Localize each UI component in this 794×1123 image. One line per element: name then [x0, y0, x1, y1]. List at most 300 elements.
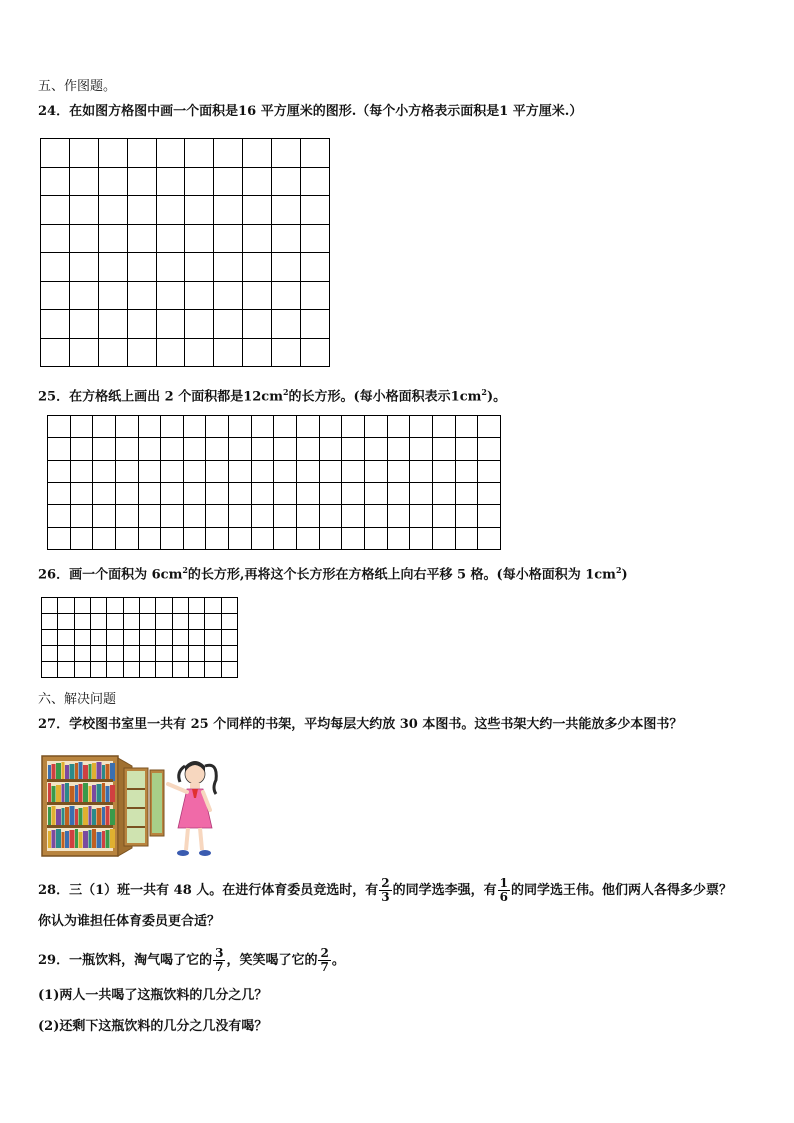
grid-cell[interactable] — [188, 662, 204, 678]
grid-cell[interactable] — [342, 460, 365, 482]
grid-cell[interactable] — [138, 416, 161, 438]
grid-cell[interactable] — [156, 338, 185, 367]
q29-text-pre: 29．一瓶饮料，淘气喝了它的 — [38, 953, 213, 968]
grid-cell[interactable] — [206, 438, 229, 460]
grid-cell[interactable] — [156, 281, 185, 310]
grid-cell[interactable] — [156, 310, 185, 339]
grid-cell[interactable] — [229, 527, 252, 549]
grid-cell[interactable] — [243, 310, 272, 339]
grid-cell[interactable] — [301, 253, 330, 282]
book — [92, 809, 96, 825]
grid-cell[interactable] — [206, 505, 229, 527]
book — [56, 763, 61, 781]
grid-cell[interactable] — [387, 416, 410, 438]
question-24-text: 24．在如图方格图中画一个面积是16 平方厘米的图形.（每个小方格表示面积是1 平方厘米.） — [38, 104, 583, 119]
grid-cell[interactable] — [123, 646, 139, 662]
grid-cell[interactable] — [297, 527, 320, 549]
grid-cell[interactable] — [432, 416, 455, 438]
book — [62, 784, 65, 802]
grid-cell[interactable] — [90, 614, 106, 630]
q29-frac2-num: 2 — [320, 946, 329, 960]
grid-cell[interactable] — [229, 482, 252, 504]
grid-cell[interactable] — [70, 438, 93, 460]
grid-cell[interactable] — [410, 505, 433, 527]
question-25-grid[interactable] — [47, 415, 501, 550]
grid-cell[interactable] — [319, 460, 342, 482]
grid-cell[interactable] — [221, 614, 237, 630]
grid-cell[interactable] — [69, 196, 98, 225]
grid-cell[interactable] — [214, 310, 243, 339]
grid-cell[interactable] — [107, 614, 123, 630]
grid-cell[interactable] — [206, 482, 229, 504]
grid-cell[interactable] — [156, 253, 185, 282]
grid-cell[interactable] — [274, 460, 297, 482]
grid-cell[interactable] — [478, 438, 501, 460]
grid-cell[interactable] — [205, 598, 221, 614]
grid-cell[interactable] — [272, 281, 301, 310]
grid-cell[interactable] — [188, 630, 204, 646]
grid-cell[interactable] — [74, 614, 90, 630]
grid-cell[interactable] — [272, 310, 301, 339]
grid-cell[interactable] — [272, 167, 301, 196]
book — [75, 829, 78, 848]
grid-cell[interactable] — [301, 196, 330, 225]
grid-cell[interactable] — [364, 527, 387, 549]
grid-cell[interactable] — [297, 416, 320, 438]
grid-cell[interactable] — [48, 460, 71, 482]
grid-cell[interactable] — [183, 460, 206, 482]
grid-cell[interactable] — [93, 416, 116, 438]
grid-cell[interactable] — [90, 598, 106, 614]
grid-cell[interactable] — [127, 281, 156, 310]
grid-cell[interactable] — [161, 505, 184, 527]
grid-cell[interactable] — [41, 338, 70, 367]
grid-cell[interactable] — [364, 416, 387, 438]
grid-cell[interactable] — [297, 460, 320, 482]
grid-cell[interactable] — [214, 253, 243, 282]
grid-cell[interactable] — [251, 482, 274, 504]
grid-cell[interactable] — [156, 167, 185, 196]
grid-cell[interactable] — [156, 224, 185, 253]
q25-sup-2: 2 — [481, 387, 487, 397]
book — [48, 765, 51, 781]
grid-cell[interactable] — [139, 614, 155, 630]
q25-text-pre: 25．在方格纸上画出 2 个面积都是12cm — [38, 389, 283, 405]
grid-cell[interactable] — [93, 505, 116, 527]
grid-cell[interactable] — [156, 630, 172, 646]
grid-cell[interactable] — [455, 438, 478, 460]
grid-cell[interactable] — [115, 505, 138, 527]
grid-cell[interactable] — [115, 416, 138, 438]
grid-cell[interactable] — [478, 416, 501, 438]
grid-cell[interactable] — [214, 281, 243, 310]
grid-cell[interactable] — [364, 505, 387, 527]
grid-cell[interactable] — [183, 482, 206, 504]
grid-cell[interactable] — [156, 598, 172, 614]
grid-cell[interactable] — [127, 196, 156, 225]
grid-cell[interactable] — [127, 338, 156, 367]
grid-cell[interactable] — [455, 527, 478, 549]
q29-text-mid: ，笑笑喝了它的 — [226, 953, 318, 968]
grid-cell[interactable] — [297, 482, 320, 504]
grid-cell[interactable] — [69, 139, 98, 168]
grid-cell[interactable] — [301, 281, 330, 310]
grid-cell[interactable] — [48, 505, 71, 527]
grid-cell[interactable] — [139, 646, 155, 662]
grid-cell[interactable] — [161, 460, 184, 482]
grid-cell[interactable] — [74, 630, 90, 646]
grid-cell[interactable] — [432, 527, 455, 549]
grid-cell[interactable] — [183, 527, 206, 549]
grid-cell[interactable] — [243, 196, 272, 225]
q26-text-post: ) — [621, 567, 628, 583]
book — [48, 783, 51, 802]
grid-cell[interactable] — [70, 460, 93, 482]
grid-cell[interactable] — [138, 460, 161, 482]
grid-cell[interactable] — [107, 598, 123, 614]
grid-cell[interactable] — [69, 167, 98, 196]
grid-cell[interactable] — [138, 438, 161, 460]
grid-cell[interactable] — [274, 527, 297, 549]
grid-cell[interactable] — [185, 338, 214, 367]
grid-cell[interactable] — [123, 598, 139, 614]
grid-cell[interactable] — [42, 646, 58, 662]
grid-cell[interactable] — [214, 167, 243, 196]
grid-cell[interactable] — [90, 662, 106, 678]
grid-cell[interactable] — [98, 139, 127, 168]
grid-cell[interactable] — [98, 224, 127, 253]
grid-cell[interactable] — [70, 505, 93, 527]
grid-cell[interactable] — [185, 224, 214, 253]
grid-cell[interactable] — [272, 338, 301, 367]
grid-cell[interactable] — [183, 505, 206, 527]
grid-cell[interactable] — [58, 614, 74, 630]
grid-cell[interactable] — [229, 460, 252, 482]
grid-cell[interactable] — [161, 527, 184, 549]
grid-cell[interactable] — [274, 438, 297, 460]
girl-figure — [168, 761, 216, 856]
grid-cell[interactable] — [156, 614, 172, 630]
grid-cell[interactable] — [127, 310, 156, 339]
grid-cell[interactable] — [172, 646, 188, 662]
grid-cell[interactable] — [455, 482, 478, 504]
grid-cell[interactable] — [221, 598, 237, 614]
grid-cell[interactable] — [221, 646, 237, 662]
grid-cell[interactable] — [93, 438, 116, 460]
book — [65, 783, 69, 802]
grid-cell[interactable] — [98, 253, 127, 282]
grid-cell[interactable] — [205, 662, 221, 678]
book — [56, 809, 61, 825]
book — [65, 807, 69, 825]
grid-cell[interactable] — [301, 310, 330, 339]
grid-cell[interactable] — [205, 614, 221, 630]
grid-cell[interactable] — [172, 662, 188, 678]
grid-cell[interactable] — [41, 139, 70, 168]
grid-cell[interactable] — [243, 139, 272, 168]
grid-cell[interactable] — [251, 416, 274, 438]
grid-cell[interactable] — [221, 662, 237, 678]
grid-cell[interactable] — [161, 416, 184, 438]
grid-cell[interactable] — [115, 482, 138, 504]
grid-cell[interactable] — [183, 416, 206, 438]
grid-cell[interactable] — [206, 527, 229, 549]
grid-cell[interactable] — [364, 460, 387, 482]
grid-cell[interactable] — [48, 482, 71, 504]
grid-cell[interactable] — [127, 253, 156, 282]
grid-cell[interactable] — [301, 338, 330, 367]
grid-cell[interactable] — [243, 281, 272, 310]
grid-cell[interactable] — [214, 196, 243, 225]
grid-cell[interactable] — [229, 438, 252, 460]
grid-cell[interactable] — [206, 416, 229, 438]
grid-cell[interactable] — [185, 310, 214, 339]
grid-cell[interactable] — [90, 646, 106, 662]
grid-cell[interactable] — [138, 527, 161, 549]
grid-cell[interactable] — [42, 630, 58, 646]
grid-cell[interactable] — [70, 527, 93, 549]
grid-cell[interactable] — [156, 646, 172, 662]
grid-cell[interactable] — [127, 139, 156, 168]
grid-cell[interactable] — [214, 139, 243, 168]
grid-cell[interactable] — [319, 505, 342, 527]
grid-cell[interactable] — [272, 253, 301, 282]
book — [79, 832, 83, 848]
grid-cell[interactable] — [74, 662, 90, 678]
grid-cell[interactable] — [69, 281, 98, 310]
grid-cell[interactable] — [297, 438, 320, 460]
grid-cell[interactable] — [188, 614, 204, 630]
grid-cell[interactable] — [42, 598, 58, 614]
grid-cell[interactable] — [221, 630, 237, 646]
grid-cell[interactable] — [272, 224, 301, 253]
book — [70, 786, 75, 802]
book — [102, 765, 105, 781]
grid-cell[interactable] — [272, 196, 301, 225]
grid-cell[interactable] — [98, 281, 127, 310]
grid-cell[interactable] — [156, 139, 185, 168]
grid-cell[interactable] — [432, 460, 455, 482]
grid-cell[interactable] — [98, 310, 127, 339]
grid-cell[interactable] — [107, 662, 123, 678]
grid-cell[interactable] — [93, 460, 116, 482]
grid-cell[interactable] — [183, 438, 206, 460]
q29-frac1-den: 7 — [215, 960, 224, 974]
q29-frac1-num: 3 — [215, 946, 224, 960]
grid-cell[interactable] — [243, 338, 272, 367]
grid-cell[interactable] — [301, 167, 330, 196]
grid-cell[interactable] — [410, 416, 433, 438]
q25-sup-1: 2 — [282, 387, 289, 397]
grid-cell[interactable] — [188, 598, 204, 614]
grid-cell[interactable] — [138, 482, 161, 504]
grid-cell[interactable] — [69, 310, 98, 339]
grid-cell[interactable] — [138, 505, 161, 527]
grid-cell[interactable] — [172, 598, 188, 614]
grid-cell[interactable] — [432, 505, 455, 527]
grid-cell[interactable] — [478, 527, 501, 549]
grid-cell[interactable] — [93, 482, 116, 504]
grid-cell[interactable] — [115, 460, 138, 482]
grid-cell[interactable] — [410, 460, 433, 482]
grid-cell[interactable] — [342, 416, 365, 438]
grid-cell[interactable] — [364, 482, 387, 504]
question-28-line-2: 你认为谁担任体育委员更合适？ — [38, 914, 221, 929]
grid-cell[interactable] — [478, 482, 501, 504]
grid-cell[interactable] — [90, 630, 106, 646]
grid-cell[interactable] — [107, 646, 123, 662]
grid-cell[interactable] — [342, 438, 365, 460]
grid-cell[interactable] — [342, 527, 365, 549]
grid-cell[interactable] — [342, 505, 365, 527]
grid-cell[interactable] — [161, 482, 184, 504]
grid-cell[interactable] — [48, 416, 71, 438]
grid-cell[interactable] — [274, 416, 297, 438]
grid-cell[interactable] — [48, 527, 71, 549]
grid-cell[interactable] — [387, 527, 410, 549]
grid-cell[interactable] — [127, 167, 156, 196]
grid-cell[interactable] — [41, 281, 70, 310]
grid-cell[interactable] — [301, 139, 330, 168]
grid-cell[interactable] — [58, 598, 74, 614]
grid-cell[interactable] — [115, 527, 138, 549]
q29-text-post: 。 — [331, 953, 345, 968]
grid-cell[interactable] — [139, 630, 155, 646]
grid-cell[interactable] — [41, 310, 70, 339]
question-24-grid[interactable] — [40, 138, 330, 367]
grid-cell[interactable] — [69, 338, 98, 367]
grid-cell[interactable] — [205, 646, 221, 662]
grid-cell[interactable] — [274, 505, 297, 527]
grid-cell[interactable] — [69, 224, 98, 253]
grid-cell[interactable] — [185, 281, 214, 310]
q29-frac2-den: 7 — [320, 960, 329, 974]
grid-cell[interactable] — [48, 438, 71, 460]
grid-cell[interactable] — [410, 482, 433, 504]
grid-cell[interactable] — [301, 224, 330, 253]
grid-cell[interactable] — [41, 224, 70, 253]
question-29-sub-2: (2)还剩下这瓶饮料的几分之几没有喝？ — [38, 1019, 268, 1034]
book — [106, 764, 110, 781]
grid-cell[interactable] — [58, 662, 74, 678]
grid-cell[interactable] — [185, 253, 214, 282]
q28-text-post: 的同学选王伟。他们两人各得多少票？ — [511, 883, 733, 898]
grid-cell[interactable] — [387, 460, 410, 482]
grid-cell[interactable] — [432, 482, 455, 504]
grid-cell[interactable] — [319, 438, 342, 460]
grid-cell[interactable] — [172, 630, 188, 646]
grid-cell[interactable] — [123, 630, 139, 646]
grid-cell[interactable] — [188, 646, 204, 662]
grid-cell[interactable] — [41, 196, 70, 225]
grid-cell[interactable] — [70, 416, 93, 438]
book — [70, 806, 75, 825]
grid-cell[interactable] — [455, 460, 478, 482]
grid-cell[interactable] — [455, 505, 478, 527]
grid-cell[interactable] — [387, 505, 410, 527]
grid-cell[interactable] — [214, 338, 243, 367]
grid-cell[interactable] — [243, 224, 272, 253]
grid-cell[interactable] — [115, 438, 138, 460]
grid-cell[interactable] — [478, 505, 501, 527]
grid-cell[interactable] — [69, 253, 98, 282]
section-6-title: 六、解决问题 — [38, 692, 117, 707]
grid-cell[interactable] — [251, 438, 274, 460]
grid-cell[interactable] — [93, 527, 116, 549]
grid-cell[interactable] — [98, 167, 127, 196]
book — [79, 784, 83, 802]
grid-cell[interactable] — [432, 438, 455, 460]
grid-cell[interactable] — [410, 438, 433, 460]
grid-cell[interactable] — [70, 482, 93, 504]
grid-cell[interactable] — [41, 253, 70, 282]
grid-cell[interactable] — [185, 167, 214, 196]
grid-cell[interactable] — [229, 416, 252, 438]
grid-cell[interactable] — [410, 527, 433, 549]
grid-cell[interactable] — [205, 630, 221, 646]
grid-cell[interactable] — [98, 338, 127, 367]
grid-cell[interactable] — [156, 662, 172, 678]
grid-cell[interactable] — [98, 196, 127, 225]
grid-cell[interactable] — [243, 167, 272, 196]
grid-cell[interactable] — [478, 460, 501, 482]
grid-cell[interactable] — [185, 196, 214, 225]
grid-cell[interactable] — [139, 662, 155, 678]
grid-cell[interactable] — [455, 416, 478, 438]
grid-cell[interactable] — [319, 482, 342, 504]
grid-cell[interactable] — [74, 646, 90, 662]
grid-cell[interactable] — [364, 438, 387, 460]
grid-cell[interactable] — [387, 438, 410, 460]
grid-cell[interactable] — [342, 482, 365, 504]
grid-cell[interactable] — [185, 139, 214, 168]
grid-cell[interactable] — [272, 139, 301, 168]
grid-cell[interactable] — [42, 662, 58, 678]
grid-cell[interactable] — [58, 630, 74, 646]
book — [102, 807, 105, 825]
grid-cell[interactable] — [319, 416, 342, 438]
grid-cell[interactable] — [42, 614, 58, 630]
grid-cell[interactable] — [127, 224, 156, 253]
grid-cell[interactable] — [387, 482, 410, 504]
grid-cell[interactable] — [58, 646, 74, 662]
grid-cell[interactable] — [206, 460, 229, 482]
grid-cell[interactable] — [172, 614, 188, 630]
bookshelf-front — [42, 756, 118, 856]
grid-cell[interactable] — [123, 614, 139, 630]
grid-cell[interactable] — [161, 438, 184, 460]
grid-cell[interactable] — [74, 598, 90, 614]
grid-cell[interactable] — [123, 662, 139, 678]
grid-cell[interactable] — [229, 505, 252, 527]
book — [106, 806, 110, 825]
grid-cell[interactable] — [214, 224, 243, 253]
grid-cell[interactable] — [274, 482, 297, 504]
grid-cell[interactable] — [243, 253, 272, 282]
grid-cell[interactable] — [156, 196, 185, 225]
question-26-grid[interactable] — [41, 597, 238, 678]
question-26-text — [38, 561, 628, 584]
grid-cell[interactable] — [107, 630, 123, 646]
grid-cell[interactable] — [251, 460, 274, 482]
grid-cell[interactable] — [297, 505, 320, 527]
grid-cell[interactable] — [319, 527, 342, 549]
grid-cell[interactable] — [251, 505, 274, 527]
grid-cell[interactable] — [41, 167, 70, 196]
book — [106, 786, 110, 802]
grid-cell[interactable] — [251, 527, 274, 549]
grid-cell[interactable] — [139, 598, 155, 614]
